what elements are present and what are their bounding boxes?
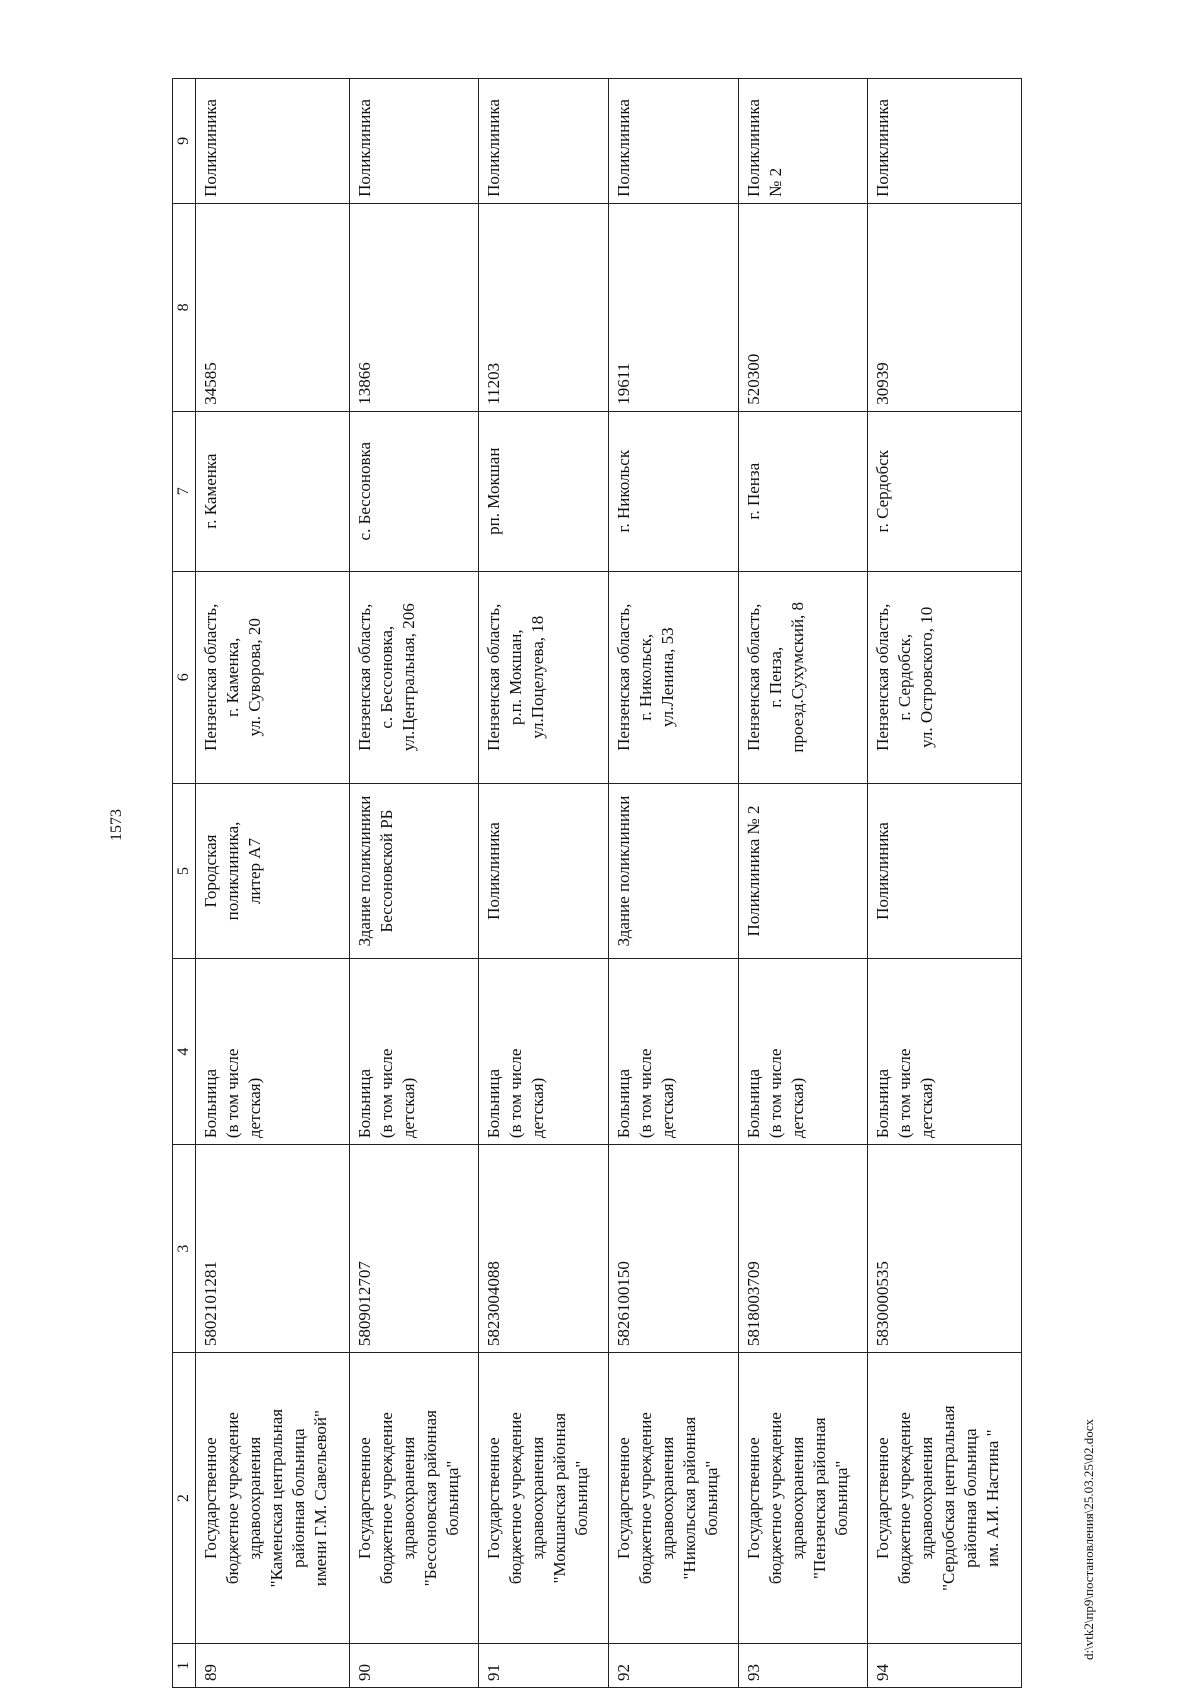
building-name-cell: Здание поликлиники Бессоновской РБ (349, 783, 479, 958)
row-number-cell: 89 (195, 1644, 349, 1688)
building-name-cell: Здание поликлиники (608, 783, 738, 958)
header-cell-1: 1 (173, 1644, 196, 1688)
organization-cell: Государственное бюджетное учреждение здравоохранения "Сердобская центральная районная больница им. А.И. Настина " (868, 1353, 1022, 1644)
row-number-cell: 92 (608, 1644, 738, 1688)
building-name-cell: Поликлиника № 2 (738, 783, 868, 958)
address-cell: Пензенская область, р.п. Мокшан, ул.Поцелуева, 18 (479, 571, 609, 783)
organization-cell: Государственное бюджетное учреждение здравоохранения "Никольская районная больница" (608, 1353, 738, 1644)
facility-type-cell: Больница (в том числе детская) (479, 959, 609, 1145)
locality-cell: рп. Мокшан (479, 411, 609, 571)
address-cell: Пензенская область, г. Каменка, ул. Суворова, 20 (195, 571, 349, 783)
facility-type-cell: Больница (в том числе детская) (738, 959, 868, 1145)
inn-cell: 5818003709 (738, 1145, 868, 1353)
population-cell: 520300 (738, 203, 868, 411)
population-cell: 13866 (349, 203, 479, 411)
table-header-row (173, 79, 196, 1688)
facility-type-cell: Больница (в том числе детская) (349, 959, 479, 1145)
table-row (479, 79, 609, 1688)
facility-name-cell: Поликлиника (868, 79, 1022, 204)
facility-name-cell: Поликлиника № 2 (738, 79, 868, 204)
header-cell-3: 3 (173, 1145, 196, 1353)
header-cell-9: 9 (173, 79, 196, 204)
organization-cell: Государственное бюджетное учреждение здравоохранения "Каменская центральная районная больница имени Г.М. Савельевой" (195, 1353, 349, 1644)
address-cell: Пензенская область, с. Бессоновка, ул.Центральная, 206 (349, 571, 479, 783)
facility-name-cell: Поликлиника (349, 79, 479, 204)
facility-type-cell: Больница (в том числе детская) (195, 959, 349, 1145)
row-number-cell: 91 (479, 1644, 609, 1688)
facility-name-cell: Поликлиника (608, 79, 738, 204)
table-row (195, 79, 349, 1688)
inn-cell: 5823004088 (479, 1145, 609, 1353)
population-cell: 30939 (868, 203, 1022, 411)
locality-cell: с. Бессоновка (349, 411, 479, 571)
facility-type-cell: Больница (в том числе детская) (868, 959, 1022, 1145)
organization-cell: Государственное бюджетное учреждение здравоохранения "Бессоновская районная больница" (349, 1353, 479, 1644)
row-number-cell: 94 (868, 1644, 1022, 1688)
address-cell: Пензенская область, г. Сердобск, ул. Островского, 10 (868, 571, 1022, 783)
file-path-footer: d:\vtk2\пр9\постановления\25.03.25\02.docx (1081, 1419, 1096, 1660)
building-name-cell: Городская поликлиника, литер А7 (195, 783, 349, 958)
address-cell: Пензенская область, г. Пенза, проезд.Сухумский, 8 (738, 571, 868, 783)
population-cell: 19611 (608, 203, 738, 411)
locality-cell: г. Пенза (738, 411, 868, 571)
facilities-table-container (172, 78, 1022, 1688)
header-cell-5: 5 (173, 783, 196, 958)
population-cell: 11203 (479, 203, 609, 411)
row-number-cell: 90 (349, 1644, 479, 1688)
organization-cell: Государственное бюджетное учреждение здравоохранения "Пензенская районная больница" (738, 1353, 868, 1644)
inn-cell: 5830000535 (868, 1145, 1022, 1353)
table-row (738, 79, 868, 1688)
building-name-cell: Поликлиника (479, 783, 609, 958)
header-cell-6: 6 (173, 571, 196, 783)
table-row (608, 79, 738, 1688)
row-number-cell: 93 (738, 1644, 868, 1688)
facility-name-cell: Поликлиника (195, 79, 349, 204)
population-cell: 34585 (195, 203, 349, 411)
organization-cell: Государственное бюджетное учреждение здравоохранения "Мокшанская районная больница" (479, 1353, 609, 1644)
header-cell-2: 2 (173, 1353, 196, 1644)
facility-name-cell: Поликлиника (479, 79, 609, 204)
address-cell: Пензенская область, г. Никольск, ул.Ленина, 53 (608, 571, 738, 783)
page-number: 1573 (108, 809, 125, 841)
table-row (349, 79, 479, 1688)
building-name-cell: Поликлиника (868, 783, 1022, 958)
header-cell-8: 8 (173, 203, 196, 411)
header-cell-4: 4 (173, 959, 196, 1145)
facility-type-cell: Больница (в том числе детская) (608, 959, 738, 1145)
facilities-table (172, 78, 1022, 1688)
locality-cell: г. Никольск (608, 411, 738, 571)
locality-cell: г. Каменка (195, 411, 349, 571)
inn-cell: 5809012707 (349, 1145, 479, 1353)
header-cell-7: 7 (173, 411, 196, 571)
inn-cell: 5802101281 (195, 1145, 349, 1353)
table-row (868, 79, 1022, 1688)
inn-cell: 5826100150 (608, 1145, 738, 1353)
locality-cell: г. Сердобск (868, 411, 1022, 571)
